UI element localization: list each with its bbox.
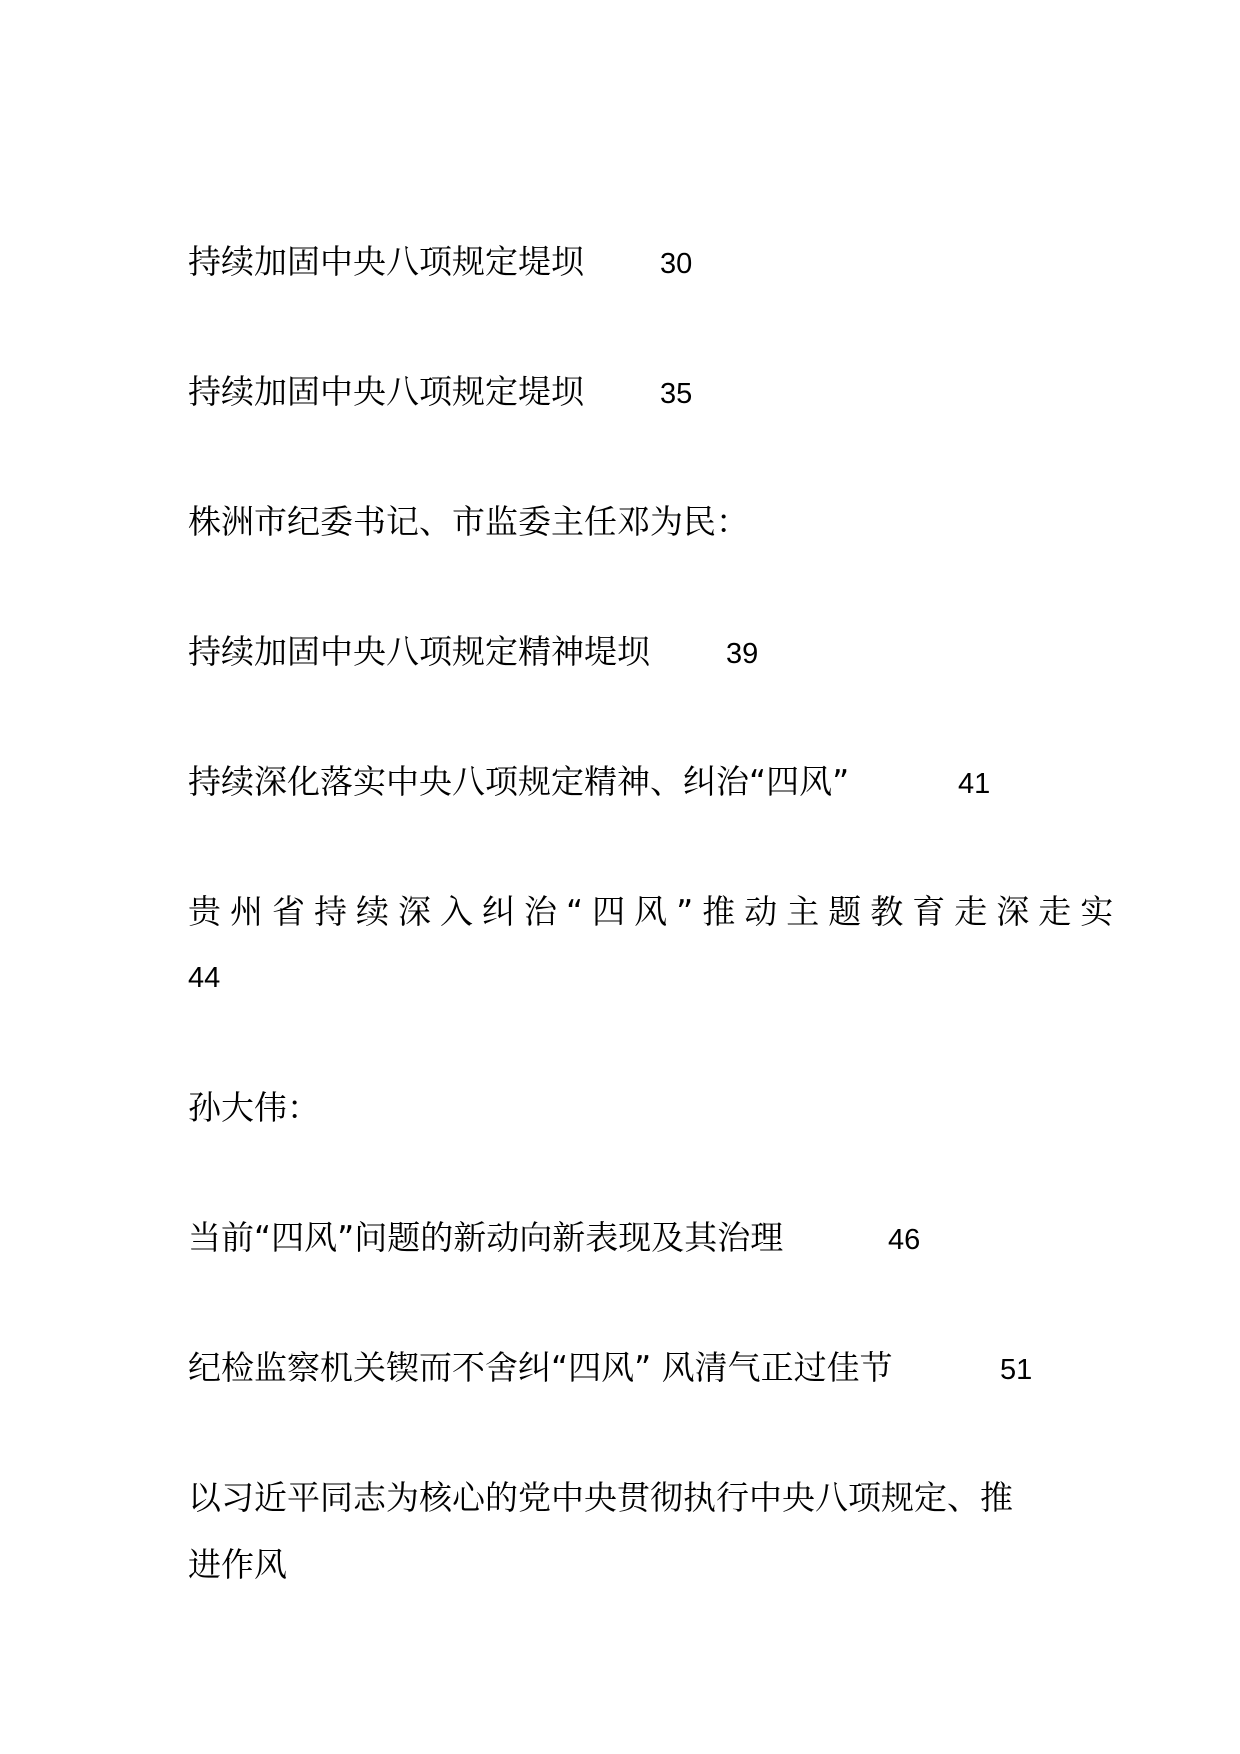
toc-page-number: 30 (660, 248, 693, 280)
toc-text: 贵州省持续深入纠治“四风”推动主题教育走深走实 (188, 892, 1123, 931)
toc-text: 持续加固中央八项规定堤坝 (188, 372, 584, 411)
toc-text: 持续加固中央八项规定精神堤坝 (188, 632, 650, 671)
toc-text-line2: 进作风 (188, 1545, 287, 1584)
toc-text: 持续加固中央八项规定堤坝 (188, 242, 584, 281)
toc-page-number: 35 (660, 378, 693, 410)
toc-text: 株洲市纪委书记、市监委主任邓为民： (188, 502, 749, 541)
toc-text: 孙大伟： (188, 1088, 320, 1127)
toc-page-number: 51 (1000, 1354, 1033, 1386)
toc-page-number: 44 (188, 962, 221, 994)
toc-text: 当前“四风”问题的新动向新表现及其治理 (188, 1218, 784, 1257)
toc-page-number: 39 (726, 638, 759, 670)
toc-text-line1: 以习近平同志为核心的党中央贯彻执行中央八项规定、推 (188, 1478, 1013, 1517)
toc-text: 纪检监察机关锲而不舍纠“四风” 风清气正过佳节 (188, 1348, 893, 1387)
toc-page-number: 46 (888, 1224, 921, 1256)
toc-page-number: 41 (958, 768, 991, 800)
toc-text: 持续深化落实中央八项规定精神、纠治“四风” (188, 762, 850, 801)
